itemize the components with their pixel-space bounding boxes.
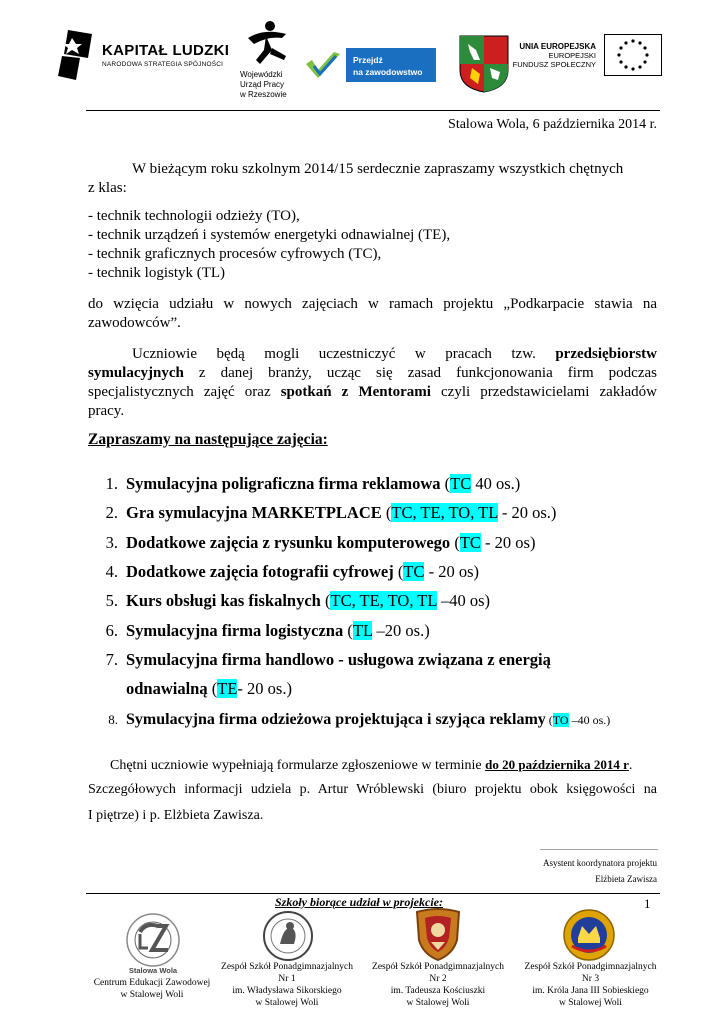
activity-7-cont: odnawialną (TE- 20 os.) <box>126 679 292 698</box>
paragraph-simulation <box>88 345 657 421</box>
school-cez-caption: Centrum Edukacji Zawodowej w Stalowej Woli <box>93 978 211 1000</box>
ue-line-1: UNIA EUROPEJSKA <box>519 42 596 51</box>
school-zsp3-caption: Zespół Szkół Ponadgimnazjalnych Nr 3 im. Króla Jana III Sobieskiego w Stalowej Woli <box>524 962 657 1008</box>
cez-logo <box>110 912 196 982</box>
podkarpackie-crest-icon <box>458 34 510 94</box>
wup-figure-icon <box>242 20 292 66</box>
letter-date: Stalowa Wola, 6 października 2014 r. <box>448 117 657 132</box>
signature-role: Asystent koordynatora projektu <box>543 858 657 868</box>
zsp3-emblem-icon <box>562 908 616 962</box>
zsp2-emblem-icon <box>413 906 463 962</box>
wup-line-2: Urząd Pracy <box>240 80 285 89</box>
class-item: - technik graficznych procesów cyfrowych (TC), <box>88 246 382 262</box>
wup-logo <box>240 20 300 106</box>
ue-line-3: FUNDUSZ SPOŁECZNY <box>512 60 596 69</box>
kapital-ludzki-logo <box>58 28 238 84</box>
activity-8: 8. Symulacyjna firma odzieżowa projektująca i szyjąca reklamy (TO –40 os.) <box>108 711 611 728</box>
activity-4: 4. Dodatkowe zajęcia fotografii cyfrowej (TC - 20 os) <box>105 562 479 581</box>
eu-flag-icon <box>604 34 662 76</box>
kapital-ludzki-title: KAPITAŁ LUDZKI <box>102 42 230 59</box>
activity-1: 1. Symulacyjna poligraficzna firma reklamowa (TC 40 os.) <box>105 474 521 493</box>
p2-l2b: z danej branży, ucząc się zasad funkcjonowania firm podczas <box>183 365 657 381</box>
kapital-ludzki-subtitle: NARODOWA STRATEGIA SPÓJNOŚCI <box>102 61 224 68</box>
cez-logo-caption: Stalowa Wola <box>128 966 178 975</box>
project-line-1: do wzięcia udziału w nowych zajęciach w ramach projektu „Podkarpacie stawia na <box>88 296 657 312</box>
p2-line-2 <box>88 364 657 383</box>
pnz-line-2: na zawodowstwo <box>353 67 423 77</box>
p2-line-4: pracy. <box>88 403 125 419</box>
school-zsp1-caption: Zespół Szkół Ponadgimnazjalnych Nr 1 im. Władysława Sikorskiego w Stalowej Woli <box>221 962 353 1008</box>
p2-l3a: specjalistycznych zajęć oraz <box>88 384 281 400</box>
kapital-ludzki-emblem-icon <box>58 28 96 82</box>
footer-rule <box>86 893 660 894</box>
header-logos <box>0 0 724 110</box>
p2-line-1 <box>88 345 657 364</box>
schools-title: Szkoły biorące udział w projekcie: <box>275 895 443 909</box>
signature-dots: ........................................................... <box>540 843 658 852</box>
pnz-badge <box>346 48 436 82</box>
invite-heading: Zapraszamy na następujące zajęcia: <box>88 431 328 448</box>
p2-l1a: Uczniowie będą mogli uczestniczyć w pracach tzw. <box>132 346 556 362</box>
activity-2: 2. Gra symulacyjna MARKETPLACE (TC, TE, TO, TL - 20 os.) <box>105 503 557 522</box>
page-number: 1 <box>644 896 651 911</box>
header-rule <box>86 110 660 111</box>
info-line-1: Szczegółowych informacji udziela p. Artur Wróblewski (biuro projektu obok księgowości na <box>88 782 657 797</box>
p2-l2a: symulacyjnych <box>88 365 184 381</box>
wup-line-1: Wojewódzki <box>240 70 283 79</box>
class-item: - technik urządzeń i systemów energetyki odnawialnej (TE), <box>88 227 451 243</box>
info-line-2: I piętrze) i p. Elżbieta Zawisza. <box>88 808 264 823</box>
activity-5: 5. Kurs obsługi kas fiskalnych (TC, TE, TO, TL –40 os) <box>105 591 490 610</box>
pnz-check-icon <box>304 50 342 80</box>
p2-l3c: czyli przedstawicielami zakładów <box>430 384 657 400</box>
cez-emblem-icon <box>124 912 182 968</box>
class-item: - technik logistyk (TL) <box>88 265 226 281</box>
intro-line-2: z klas: <box>88 180 127 196</box>
activity-3: 3. Dodatkowe zajęcia z rysunku komputerowego (TC - 20 os) <box>105 533 536 552</box>
activity-6: 6. Symulacyjna firma logistyczna (TL –20 os.) <box>105 621 430 640</box>
wup-line-3: w Rzeszowie <box>240 90 287 99</box>
activity-7: 7. Symulacyjna firma handlowo - usługowa związana z energią <box>105 650 551 669</box>
class-list <box>88 207 648 283</box>
p2-l3b: spotkań z Mentorami <box>280 384 431 400</box>
signature-name: Elżbieta Zawisza <box>595 874 657 884</box>
pnz-line-1: Przejdź <box>353 55 383 65</box>
p2-line-3 <box>88 383 657 402</box>
closing-line: Chętni uczniowie wypełniają formularze zgłoszeniowe w terminie do 20 października 2014 r. <box>110 757 633 773</box>
class-item: - technik technologii odzieży (TO), <box>88 208 300 224</box>
school-zsp2-caption: Zespół Szkół Ponadgimnazjalnych Nr 2 im. Tadeusza Kościuszki w Stalowej Woli <box>372 962 504 1008</box>
zsp1-emblem-icon <box>262 910 314 962</box>
ue-text-block <box>512 42 596 69</box>
intro-line-1: W bieżącym roku szkolnym 2014/15 serdecznie zapraszamy wszystkich chętnych <box>132 161 624 177</box>
project-line-2: zawodowców”. <box>88 315 181 331</box>
ue-line-2: EUROPEJSKI <box>548 51 596 60</box>
p2-l1b: przedsiębiorstw <box>555 346 657 362</box>
